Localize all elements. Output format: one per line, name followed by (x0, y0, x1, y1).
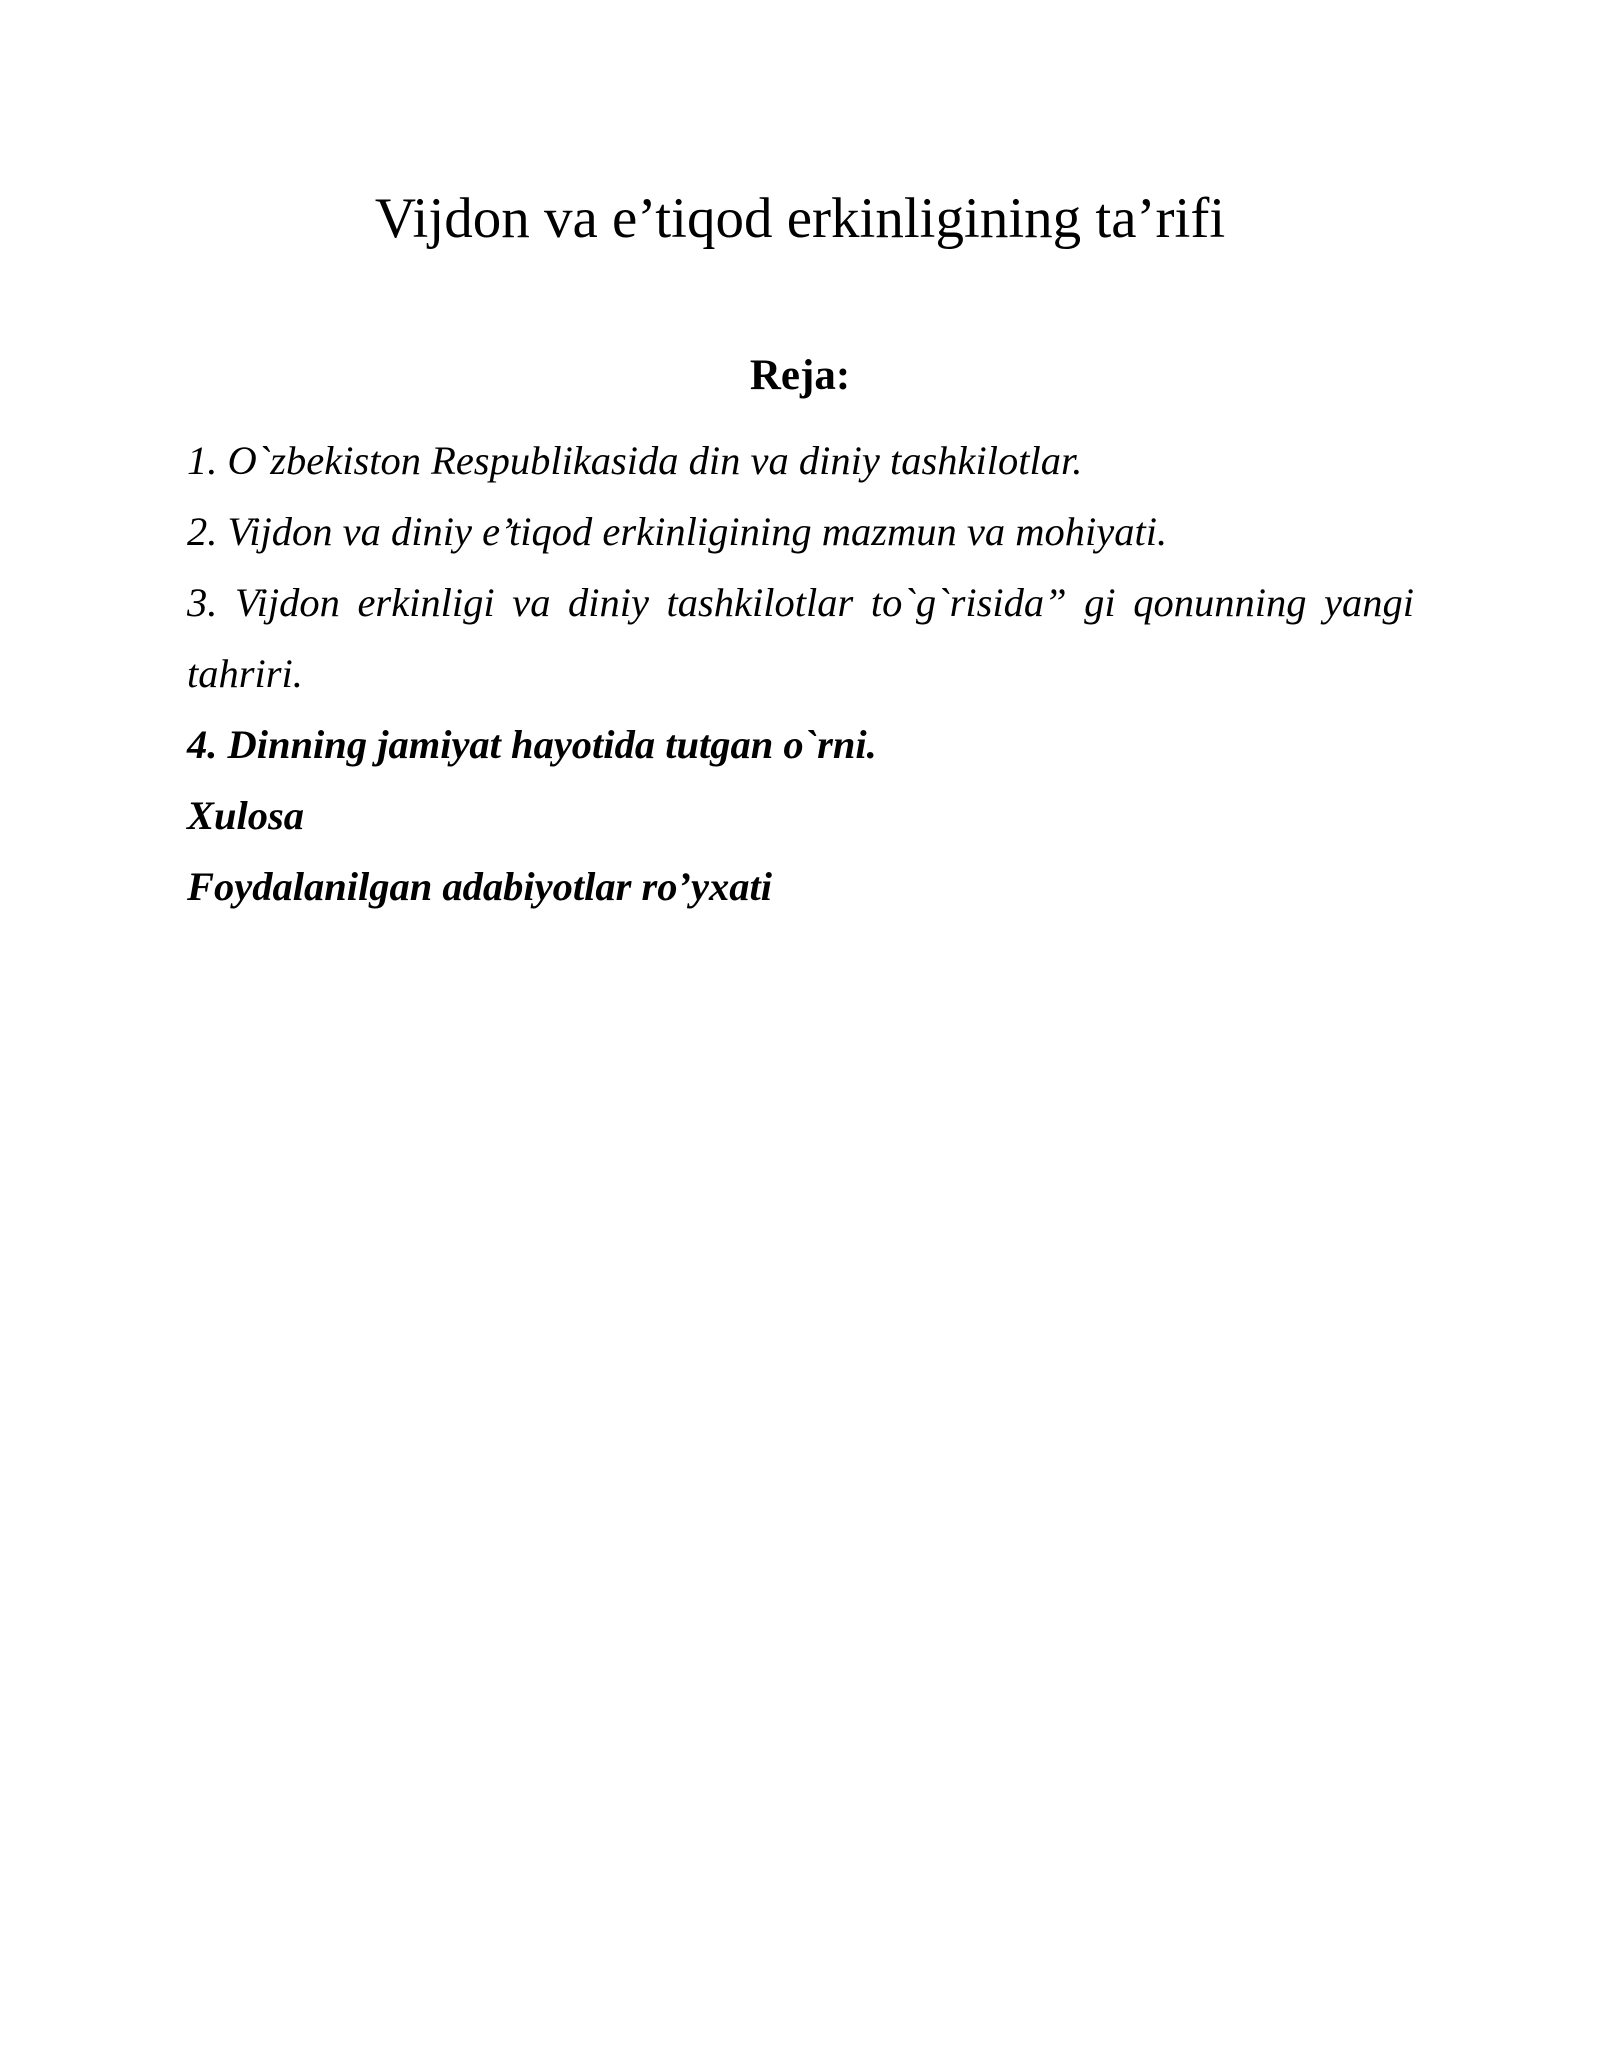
plan-item-conclusion: Xulosa (187, 793, 305, 838)
plan-heading: Reja: (749, 352, 851, 399)
plan-list (187, 425, 1414, 922)
document-title: Vijdon va e’tiqod erkinligining ta’rifi (374, 187, 1226, 250)
plan-item-1: 1. O`zbekiston Respublikasida din va diniy tashkilotlar. (187, 438, 1083, 483)
plan-item-references: Foydalanilgan adabiyotlar ro’yxati (187, 864, 773, 909)
plan-item-2: 2. Vijdon va diniy e’tiqod erkinligining mazmun va mohiyati. (187, 509, 1168, 554)
plan-item-4: 4. Dinning jamiyat hayotida tutgan o`rni. (187, 722, 877, 767)
plan-item-3: 3. Vijdon erkinligi va diniy tashkilotlar to`g`risida” gi qonunning yangi tahriri. (187, 580, 1414, 696)
